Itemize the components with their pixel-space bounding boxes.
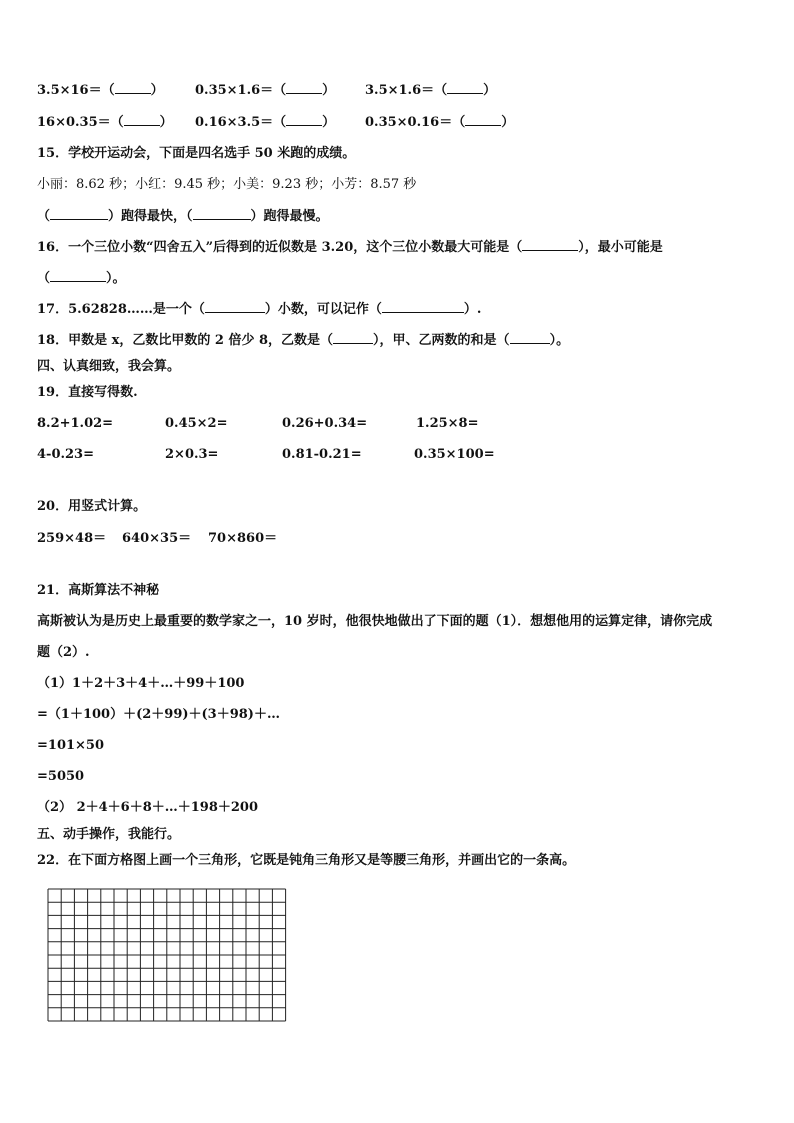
answer-blank[interactable] bbox=[465, 113, 501, 126]
q20-item: 70×860＝ bbox=[208, 531, 278, 546]
q20-item: 259×48＝ bbox=[37, 531, 107, 546]
answer-blank[interactable] bbox=[50, 269, 106, 282]
answer-blank[interactable] bbox=[382, 300, 464, 313]
q19-title: 19．直接写得数. bbox=[37, 385, 138, 400]
q21-intro-line2: 题（2）. bbox=[37, 645, 90, 660]
answer-blank[interactable] bbox=[447, 81, 483, 94]
q17: 17．5.62828……是一个（ ）小数，可以记作（ ）. bbox=[37, 302, 482, 317]
answer-blank[interactable] bbox=[124, 113, 160, 126]
q16-line2: （ ）。 bbox=[37, 271, 126, 286]
q22-stem: 22．在下面方格图上画一个三角形，它既是钝角三角形又是等腰三角形，并画出它的一条高。 bbox=[37, 853, 576, 868]
q21-title: 21．高斯算法不神秘 bbox=[37, 583, 160, 598]
answer-blank[interactable] bbox=[510, 331, 550, 344]
q19-item: 4-0.23= bbox=[37, 447, 94, 462]
answer-blank[interactable] bbox=[286, 113, 322, 126]
q16-line1: 16．一个三位小数“四舍五入”后得到的近似数是 3.20，这个三位小数最大可能是（ ），最小可能是 bbox=[37, 240, 663, 255]
q21-step-2: =（1＋100）＋(2＋99)＋(3＋98)＋… bbox=[37, 707, 280, 722]
answer-blank[interactable] bbox=[115, 81, 151, 94]
q15-data: 小丽：8.62 秒；小红：9.45 秒；小美：9.23 秒；小芳：8.57 秒 bbox=[37, 177, 417, 192]
q20-title: 20．用竖式计算。 bbox=[37, 499, 147, 514]
q18: 18．甲数是 x，乙数比甲数的 2 倍少 8，乙数是（ ），甲、乙两数的和是（ ）。 bbox=[37, 333, 570, 348]
q19-item: 2×0.3= bbox=[165, 447, 219, 462]
q15-fill: （ ）跑得最快，（ ）跑得最慢。 bbox=[37, 209, 329, 224]
q19-item: 0.81-0.21= bbox=[282, 447, 362, 462]
grid-canvas[interactable] bbox=[47, 888, 289, 1030]
answer-blank[interactable] bbox=[50, 207, 108, 220]
answer-blank[interactable] bbox=[286, 81, 322, 94]
mult-item-5: 0.16×3.5＝（ ） bbox=[195, 115, 336, 130]
q19-item: 0.35×100= bbox=[414, 447, 495, 462]
answer-blank[interactable] bbox=[333, 331, 373, 344]
q21-part-2: （2） 2＋4＋6＋8＋…＋198＋200 bbox=[37, 800, 259, 815]
drawing-grid[interactable] bbox=[47, 888, 289, 1034]
q19-item: 1.25×8= bbox=[416, 416, 479, 431]
q15-stem: 15．学校开运动会，下面是四名选手 50 米跑的成绩。 bbox=[37, 146, 356, 161]
answer-blank[interactable] bbox=[522, 238, 578, 251]
q21-step-3: =101×50 bbox=[37, 738, 105, 753]
answer-blank[interactable] bbox=[193, 207, 251, 220]
q19-item: 0.45×2= bbox=[165, 416, 228, 431]
mult-item-2: 0.35×1.6＝（ ） bbox=[195, 83, 336, 98]
mult-item-3: 3.5×1.6＝（ ） bbox=[365, 83, 497, 98]
answer-blank[interactable] bbox=[205, 300, 265, 313]
section-4-heading: 四、认真细致，我会算。 bbox=[37, 359, 181, 374]
q21-step-4: =5050 bbox=[37, 769, 85, 784]
mult-item-1: 3.5×16＝（ ） bbox=[37, 83, 164, 98]
section-5-heading: 五、动手操作，我能行。 bbox=[37, 827, 181, 842]
q20-item: 640×35＝ bbox=[122, 531, 192, 546]
q21-intro-line1: 高斯被认为是历史上最重要的数学家之一，10 岁时，他很快地做出了下面的题（1）．想想他用的运算定律，请你完成 bbox=[37, 614, 713, 629]
mult-item-6: 0.35×0.16＝（ ） bbox=[365, 115, 515, 130]
mult-item-4: 16×0.35＝（ ） bbox=[37, 115, 173, 130]
q21-step-1: （1）1＋2＋3＋4＋…＋99＋100 bbox=[37, 676, 245, 691]
q19-item: 0.26+0.34= bbox=[282, 416, 368, 431]
q19-item: 8.2+1.02= bbox=[37, 416, 114, 431]
